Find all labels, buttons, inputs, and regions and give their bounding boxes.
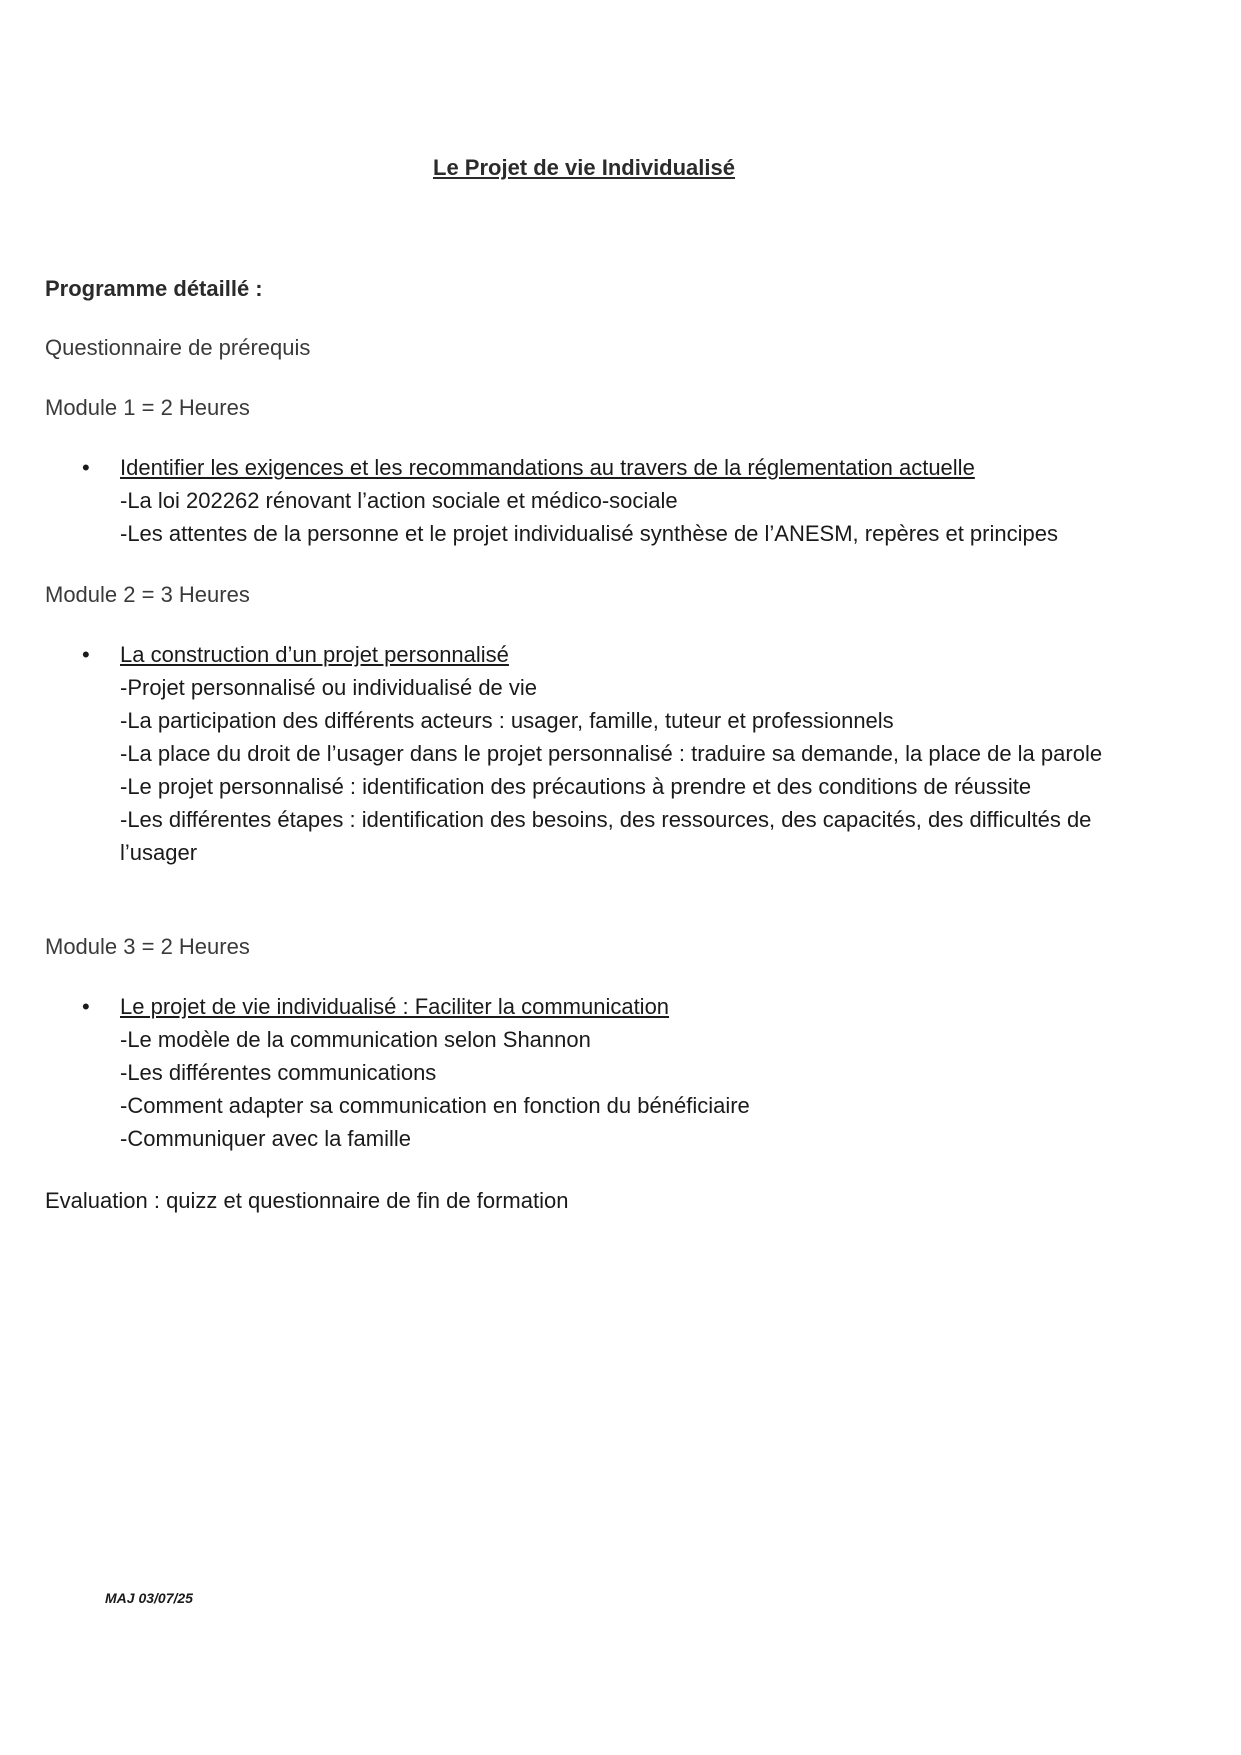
page-title: Le Projet de vie Individualisé (433, 155, 735, 180)
module-3-label: Module 3 = 2 Heures (45, 934, 250, 959)
bullet-icon: • (82, 455, 90, 480)
module-3-item: -Comment adapter sa communication en fonction du bénéficiaire (120, 1093, 750, 1118)
module-1-topic: Identifier les exigences et les recommandations au travers de la réglementation actuelle (120, 455, 975, 480)
module-3-item: -Le modèle de la communication selon Shannon (120, 1027, 591, 1052)
module-1-label: Module 1 = 2 Heures (45, 395, 250, 420)
module-2-topic: La construction d’un projet personnalisé (120, 642, 509, 667)
evaluation-line: Evaluation : quizz et questionnaire de fin de formation (45, 1188, 569, 1213)
module-3-item: -Communiquer avec la famille (120, 1126, 411, 1151)
module-3-item: -Les différentes communications (120, 1060, 437, 1085)
update-date: MAJ 03/07/25 (105, 1590, 193, 1606)
module-2-item: -La participation des différents acteurs : usager, famille, tuteur et professionnels (120, 708, 894, 733)
module-3-topic: Le projet de vie individualisé : Faciliter la communication (120, 994, 670, 1019)
bullet-icon: • (82, 642, 90, 667)
prerequis-line: Questionnaire de prérequis (45, 335, 311, 360)
module-2-item: -La place du droit de l’usager dans le projet personnalisé : traduire sa demande, la place de la parole (120, 741, 1103, 766)
module-1-content (82, 451, 1140, 550)
module-1-item: -Les attentes de la personne et le projet individualisé synthèse de l’ANESM, repères et principes (120, 521, 1058, 546)
module-2-item: -Projet personnalisé ou individualisé de vie (120, 675, 538, 700)
programme-heading: Programme détaillé : (45, 276, 263, 301)
module-2-item: -Le projet personnalisé : identification des précautions à prendre et des conditions de réussite (120, 774, 1032, 799)
module-2-content (82, 638, 1140, 869)
bullet-icon: • (82, 994, 90, 1019)
module-2-label: Module 2 = 3 Heures (45, 582, 250, 607)
module-2-item: -Les différentes étapes : identification des besoins, des ressources, des capacités, des difficultés de l’usager (120, 807, 1092, 865)
module-1-item: -La loi 202262 rénovant l’action sociale et médico-sociale (120, 488, 678, 513)
module-3-content (82, 990, 1140, 1155)
